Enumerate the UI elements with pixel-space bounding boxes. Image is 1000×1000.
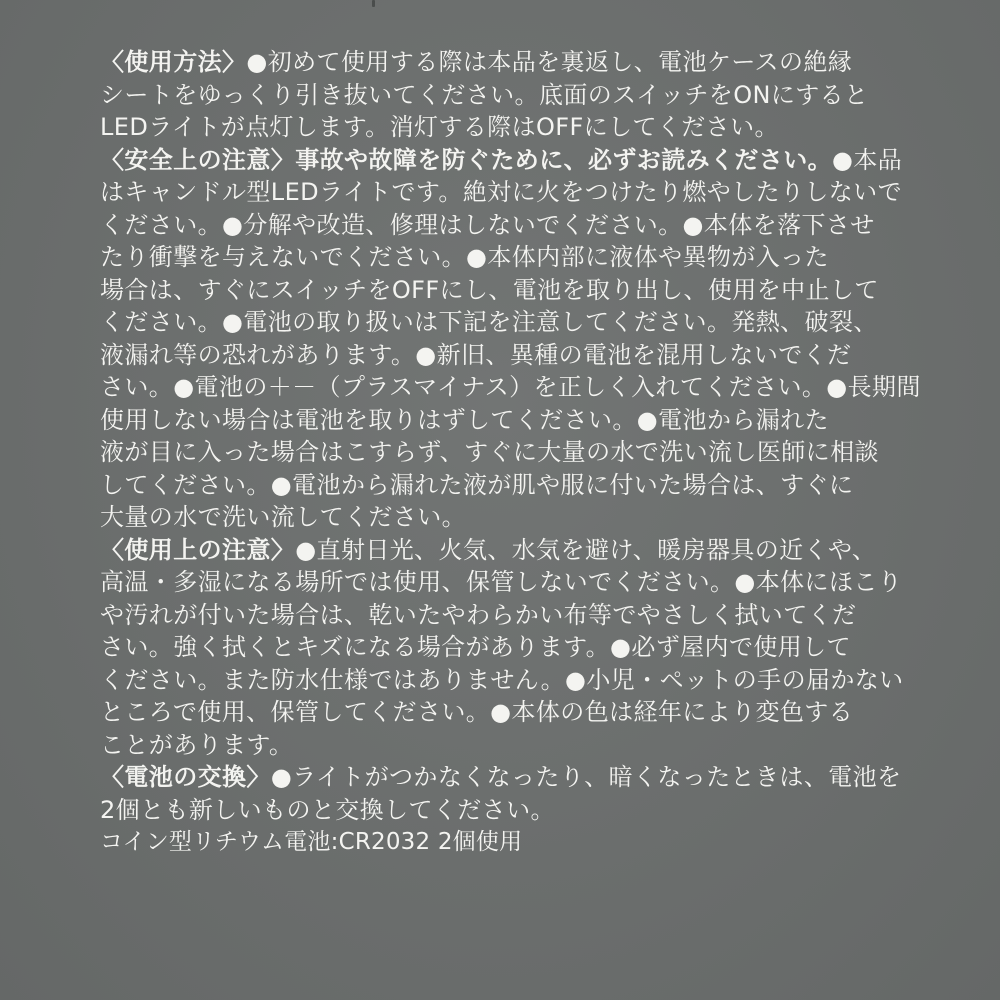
handling-line: ところで使用、保管してください。●本体の色は経年により変色する bbox=[100, 698, 854, 726]
battery-line-1 bbox=[100, 761, 930, 794]
safety-line: 使用しない場合は電池を取りはずしてください。●電池から漏れた bbox=[100, 405, 829, 434]
handling-line: さい。強く拭くとキズになる場合があります。●必ず屋内で使用して bbox=[100, 633, 851, 661]
handling-text: ●直射日光、火気、水気を避け、暖房器具の近くや、 bbox=[295, 535, 877, 564]
battery-text: ●ライトがつかなくなったり、暗くなったときは、電池を bbox=[270, 763, 902, 791]
safety-line: してください。●電池から漏れた液が肌や服に付いた場合は、すぐに bbox=[100, 470, 854, 499]
usage-line-3: LEDライトが点灯します。消灯する際はOFFにしてください。 bbox=[100, 113, 779, 141]
safety-line: ください。●分解や改造、修理はしないでください。●本体を落下させ bbox=[100, 210, 875, 239]
safety-line: 液が目に入った場合はこすらず、すぐに大量の水で洗い流し医師に相談 bbox=[100, 438, 879, 466]
usage-line-2: シートをゆっくり引き抜いてください。底面のスイッチをONにすると bbox=[100, 80, 869, 109]
handling-line: 高温・多湿になる場所では使用、保管しないでください。●本体にほこり bbox=[100, 568, 903, 596]
usage-heading: 〈使用方法〉 bbox=[100, 48, 247, 76]
safety-lead-tail: ●本品 bbox=[832, 145, 903, 174]
safety-line: さい。●電池の＋－（プラスマイナス）を正しく入れてください。●長期間 bbox=[100, 373, 921, 401]
safety-line: 大量の水で洗い流してください。 bbox=[100, 503, 466, 531]
battery-heading: 〈電池の交換〉 bbox=[100, 763, 271, 791]
usage-line-1 bbox=[100, 46, 930, 79]
handling-line: ください。また防水仕様ではありません。●小児・ペットの手の届かない bbox=[100, 665, 904, 694]
safety-lead: 事故や故障を防ぐために、必ずお読みください。 bbox=[295, 145, 833, 174]
battery-spec: コイン型リチウム電池:CR2032 2個使用 bbox=[100, 829, 523, 855]
usage-text: ●初めて使用する際は本品を裏返し、電池ケースの絶縁 bbox=[246, 48, 853, 76]
safety-line: 場合は、すぐにスイッチをOFFにし、電池を取り出し、使用を中止して bbox=[100, 275, 879, 304]
handling-line-1 bbox=[100, 534, 930, 567]
handling-heading: 〈使用上の注意〉 bbox=[100, 535, 296, 564]
safety-line: たり衝撃を与えないでください。●本体内部に液体や異物が入った bbox=[100, 243, 829, 271]
instructions-text bbox=[100, 46, 930, 859]
safety-line: 液漏れ等の恐れがあります。●新旧、異種の電池を混用しないでくだ bbox=[100, 340, 852, 369]
safety-line: はキャンドル型LEDライトです。絶対に火をつけたり燃やしたりしないで bbox=[100, 178, 902, 206]
print-speck bbox=[372, 0, 375, 7]
handling-line: や汚れが付いた場合は、乾いたやわらかい布等でやさしく拭いてくだ bbox=[100, 600, 857, 629]
safety-line-1 bbox=[100, 144, 930, 177]
safety-line: ください。●電池の取り扱いは下記を注意してください。発熱、破裂、 bbox=[100, 308, 878, 336]
safety-heading: 〈安全上の注意〉 bbox=[100, 145, 296, 174]
handling-line: ことがあります。 bbox=[100, 730, 294, 759]
battery-line: 2個とも新しいものと交換してください。 bbox=[100, 795, 555, 824]
